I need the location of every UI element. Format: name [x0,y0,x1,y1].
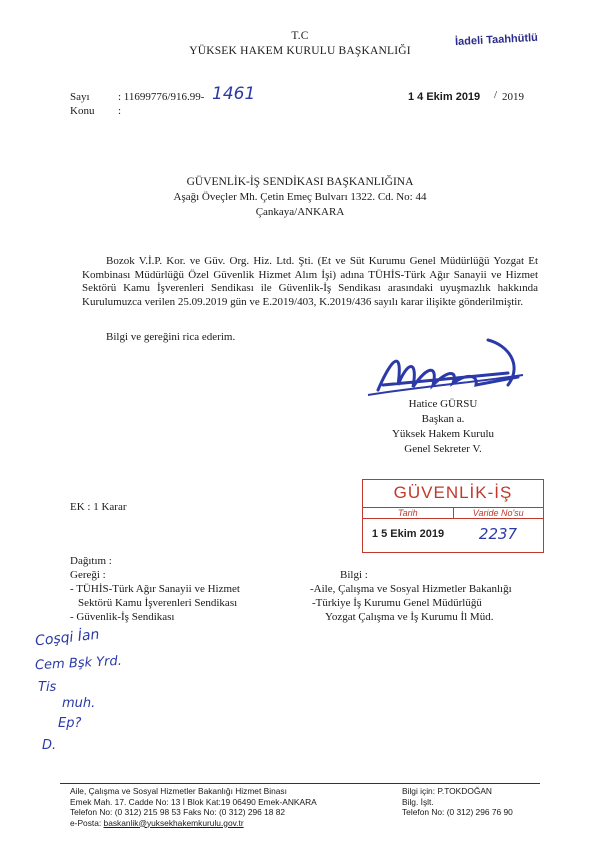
konu-label: Konu [70,105,95,117]
sayi-label: Sayı [70,91,90,103]
footer-address-2: Emek Mah. 17. Cadde No: 13 İ Blok Kat:19 06490 Emek-ANKARA [70,796,317,807]
handwritten-note-2: Cem Bşk Yrd. [34,653,123,674]
footer-email-row [70,818,360,829]
date-year: 2019 [502,91,524,103]
body-closing: Bilgi ve gereğini rica ederim. [106,331,236,343]
distribution-gereg: Gereği : [70,569,106,581]
body-paragraph: Bozok V.İ.P. Kor. ve Güv. Org. Hiz. Ltd. Şti. (Et ve Süt Kurumu Genel Müdürlüğü Yozgat Et Kombinası Müdürlüğü Özel Güvenlik Hizmet Alım İşi) adına TÜHİS-Türk Ağır Sanayii ve Hizmet Sektörü Kamu İşverenleri Sendikası ile Güvenlik-İş Sendikası arasındaki uyuşmazlık hakkında Kurulumuzca verilen 25.09.2019 gün ve E.2019/403, K.2019/436 sayılı karar ilişikte gönderilmiştir. [82,255,538,308]
recipient-address: Aşağı Öveçler Mh. Çetin Emeç Bulvarı 1322. Cd. No: 44 [173,191,427,203]
info-item-2: -Türkiye İş Kurumu Genel Müdürlüğü [312,597,482,609]
handwritten-note-4: muh. [62,696,96,711]
date-stamp: 1 4 Ekim 2019 [408,91,481,103]
signature-scribble [358,335,538,405]
handwritten-note-6: D. [42,738,57,753]
distribution-item-1: - TÜHİS-Türk Ağır Sanayii ve Hizmet [70,583,240,595]
received-stamp [362,479,544,553]
enclosure: EK : 1 Karar [70,501,127,513]
footer-info-phone: Telefon No: (0 312) 296 76 90 [402,807,513,817]
registered-mail-stamp: İadeli Taahhütlü [454,31,539,49]
info-item-3: Yozgat Çalışma ve İş Kurumu İl Müd. [325,611,494,623]
signer-title-3: Genel Sekreter V. [404,443,482,455]
recipient-name: GÜVENLİK-İŞ SENDİKASI BAŞKANLIĞINA [186,176,414,188]
received-number-value: 2237 [478,525,518,543]
handwritten-note-3: Tis [38,680,57,695]
recipient-city: Çankaya/ANKARA [255,206,345,218]
footer-address-1: Aile, Çalışma ve Sosyal Hizmetler Bakanlığı Hizmet Binası [70,786,287,796]
footer-info-for: Bilgi için: P.TOKDOĞAN [402,786,492,796]
received-stamp-org: GÜVENLİK-İŞ [393,483,513,502]
footer-info-role: Bilg. İşlt. [402,796,434,807]
footer-contact [402,786,542,818]
tc-label: T.C [291,30,309,42]
received-number-label: Varide No'su [472,508,524,518]
date-slash: / [494,89,498,101]
signer-name: Hatice GÜRSU [408,398,478,410]
distribution-item-2: Sektörü Kamu İşverenleri Sendikası [78,597,238,609]
info-item-1: -Aile, Çalışma ve Sosyal Hizmetler Bakanlığı [310,583,512,595]
received-date-label: Tarih [363,508,454,518]
handwritten-note-5: Ep? [58,716,82,731]
info-title: Bilgi : [340,569,368,581]
signer-title-2: Yüksek Hakem Kurulu [391,428,495,440]
institution-title: YÜKSEK HAKEM KURULU BAŞKANLIĞI [189,45,411,57]
distribution-title: Dağıtım : [70,555,112,567]
distribution-item-3: - Güvenlik-İş Sendikası [70,611,175,623]
signer-title-1: Başkan a. [421,413,465,425]
footer-address [70,786,360,828]
sayi-handwritten: 1461 [212,84,256,104]
footer-email-link[interactable]: baskanlik@yuksekhakemkurulu.gov.tr [103,817,244,828]
handwritten-note-1: Coşqi İan [34,626,101,650]
footer-phone: Telefon No: (0 312) 215 98 53 Faks No: (0 312) 296 18 82 [70,807,286,817]
footer-divider [60,783,540,784]
konu-value: : [118,105,122,117]
footer-email-label: e-Posta: [70,817,104,828]
sayi-value: : 11699776/916.99- [118,91,205,103]
received-date-value: 1 5 Ekim 2019 [371,528,445,540]
